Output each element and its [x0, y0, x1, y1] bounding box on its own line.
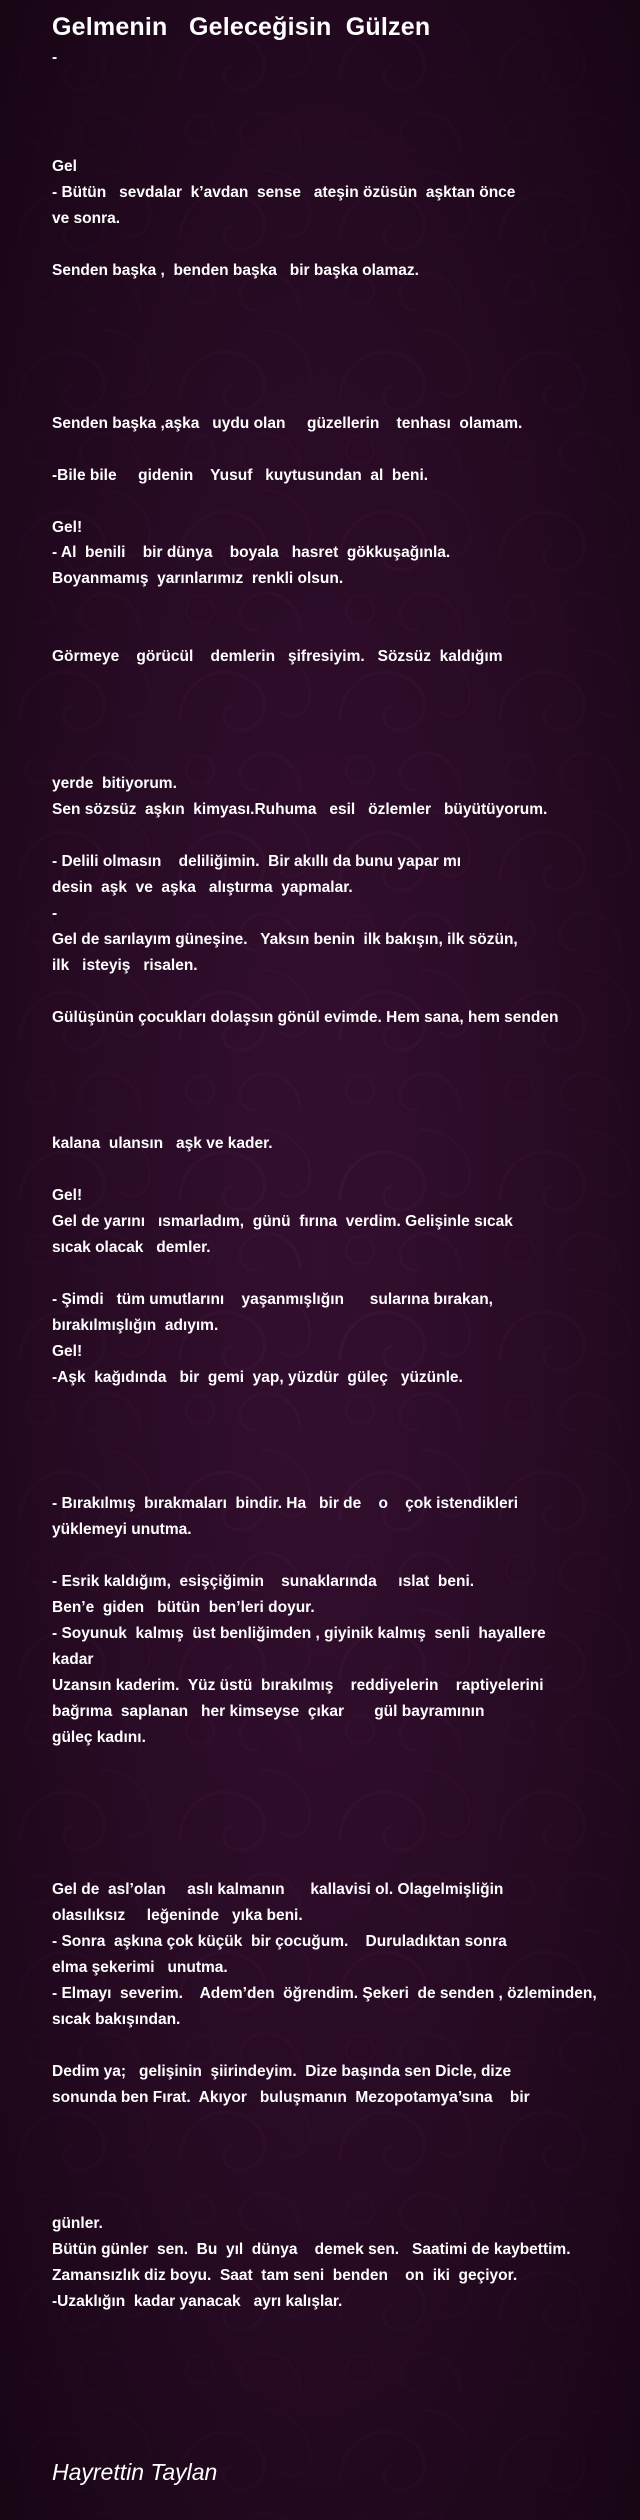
- poem-line: Ben’e giden bütün ben’leri doyur.: [52, 1599, 315, 1616]
- poem-line: sıcak bakışından.: [52, 2011, 181, 2028]
- poem-line: Bütün günler sen. Bu yıl dünya demek sen. Saatimi de kaybettim.: [52, 2241, 571, 2258]
- poem-line: olasılıksız leğeninde yıka beni.: [52, 1907, 303, 1924]
- poem-line: - Soyunuk kalmış üst benliğimden , giyinik kalmış senli hayallere: [52, 1625, 546, 1642]
- poem-line: - Delili olmasın deliliğimin. Bir akıllı da bunu yapar mı: [52, 853, 462, 870]
- poem-line: Gel!: [52, 1187, 83, 1204]
- poem-line: -Aşk kağıdında bir gemi yap, yüzdür güleç yüzünle.: [52, 1369, 463, 1386]
- poem-line: - Al benili bir dünya boyala hasret gökkuşağınla.: [52, 544, 451, 561]
- poem-line: Gel!: [52, 519, 83, 536]
- poem-line: -: [52, 905, 58, 922]
- poem-line: - Bırakılmış bırakmaları bindir. Ha bir de o çok istendikleri: [52, 1495, 519, 1512]
- poem-line: günler.: [52, 2215, 103, 2232]
- poem-line: - Şimdi tüm umutlarını yaşanmışlığın sularına bırakan,: [52, 1291, 493, 1308]
- poem-title: Gelmenin Geleceğisin Gülzen: [52, 13, 431, 41]
- poem-line: Gel!: [52, 1343, 83, 1360]
- poem-line: sıcak olacak demler.: [52, 1239, 211, 1256]
- poem-line: Görmeye görücül demlerin şifresiyim. Sözsüz kaldığım: [52, 648, 503, 665]
- poem-line: yerde bitiyorum.: [52, 775, 177, 792]
- poem-line: desin aşk ve aşka alıştırma yapmalar.: [52, 879, 353, 896]
- poem-line: - Bütün sevdalar k’avdan sense ateşin özüsün aşktan önce: [52, 184, 516, 201]
- poem-line: Gel de asl’olan aslı kalmanın kallavisi ol. Olagelmişliğin: [52, 1881, 504, 1898]
- author-name: Hayrettin Taylan: [52, 2459, 218, 2485]
- poem-line: Boyanmamış yarınlarımız renkli olsun.: [52, 570, 344, 587]
- poem-line: Uzansın kaderim. Yüz üstü bırakılmış reddiyelerin raptiyelerini: [52, 1677, 544, 1694]
- poem-line: Dedim ya; gelişinin şiirindeyim. Dize başında sen Dicle, dize: [52, 2063, 512, 2080]
- poem-line: Zamansızlık diz boyu. Saat tam seni benden on iki geçiyor.: [52, 2267, 518, 2284]
- poem-line: ilk isteyiş risalen.: [52, 957, 198, 974]
- poem-line: Gülüşünün çocukları dolaşsın gönül evimde. Hem sana, hem senden: [52, 1009, 559, 1026]
- poem-line: - Elmayı severim. Adem’den öğrendim. Şekeri de senden , özleminden,: [52, 1985, 597, 2002]
- poem-line: elma şekerimi unutma.: [52, 1959, 228, 1976]
- poem-line: ve sonra.: [52, 210, 121, 227]
- poem-line: sonunda ben Fırat. Akıyor buluşmanın Mezopotamya’sına bir: [52, 2089, 530, 2106]
- poem-line: güleç kadını.: [52, 1729, 146, 1746]
- poem-line: -: [52, 49, 58, 66]
- poem-line: - Sonra aşkına çok küçük bir çocuğum. Duruladıktan sonra: [52, 1933, 507, 1950]
- poem-line: Gel: [52, 158, 77, 175]
- poem-line: bırakılmışlığın adıyım.: [52, 1317, 219, 1334]
- poem-line: -Uzaklığın kadar yanacak ayrı kalışlar.: [52, 2293, 343, 2310]
- poem-line: Gel de yarını ısmarladım, günü fırına verdim. Gelişinle sıcak: [52, 1213, 513, 1230]
- poem-line: -Bile bile gidenin Yusuf kuytusundan al beni.: [52, 467, 429, 484]
- poem-line: kadar: [52, 1651, 94, 1668]
- poem-line: bağrıma saplanan her kimseyse çıkar gül bayramının: [52, 1703, 485, 1720]
- poem-line: Senden başka ,aşka uydu olan güzellerin tenhası olamam.: [52, 415, 523, 432]
- poem-line: - Esrik kaldığım, esişçiğimin sunaklarında ıslat beni.: [52, 1573, 475, 1590]
- poem-line: Senden başka , benden başka bir başka olamaz.: [52, 262, 419, 279]
- poem-line: Gel de sarılayım güneşine. Yaksın benin ilk bakışın, ilk sözün,: [52, 931, 518, 948]
- poem-line: yüklemeyi unutma.: [52, 1521, 192, 1538]
- poem-line: Sen sözsüz aşkın kimyası.Ruhuma esil özlemler büyütüyorum.: [52, 801, 548, 818]
- poem-line: kalana ulansın aşk ve kader.: [52, 1135, 273, 1152]
